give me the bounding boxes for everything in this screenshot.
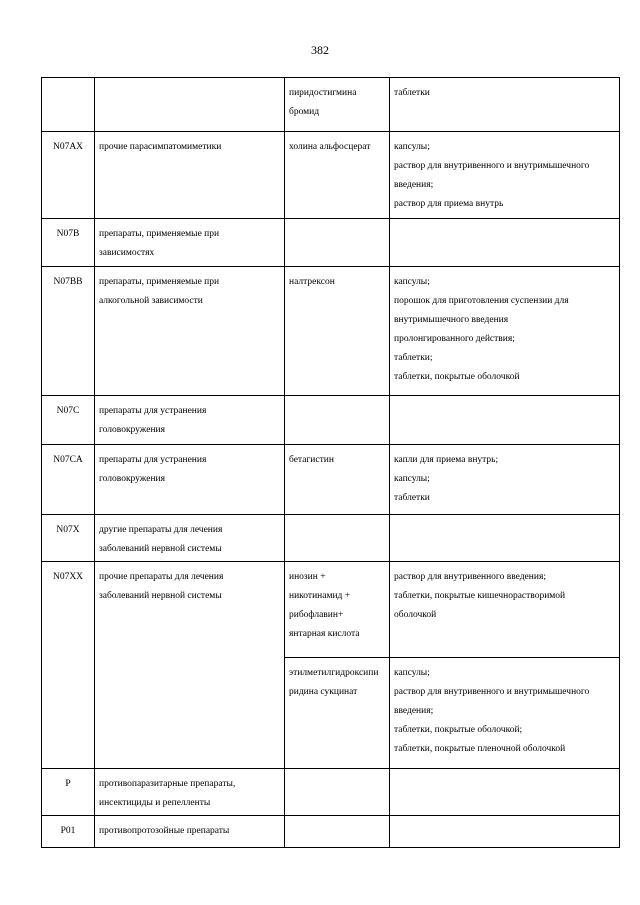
group-line: зависимостях xyxy=(99,248,155,258)
forms-cell xyxy=(390,78,620,132)
group-line: противопаразитарные препараты, xyxy=(99,779,236,789)
drug-cell xyxy=(285,658,390,769)
drug-line: пиридостигмина xyxy=(289,88,357,98)
form-line: порошок для приготовления суспензии для xyxy=(394,296,569,306)
form-line: оболочкой xyxy=(394,610,437,620)
atc-code-cell: P xyxy=(42,769,95,816)
drug-cell xyxy=(285,267,390,396)
group-cell xyxy=(95,445,285,515)
form-line: внутримышечного введения xyxy=(394,315,509,325)
forms-cell xyxy=(390,132,620,219)
group-line: заболеваний нервной системы xyxy=(99,544,222,554)
group-cell xyxy=(95,816,285,848)
atc-code-cell: N07X xyxy=(42,515,95,562)
form-line: капсулы; xyxy=(394,142,430,152)
atc-code-cell xyxy=(42,78,95,132)
drug-line: налтрексон xyxy=(289,277,335,287)
form-line: капсулы; xyxy=(394,474,430,484)
drug-line: бетагистин xyxy=(289,455,334,465)
group-line: препараты, применяемые при xyxy=(99,277,220,287)
group-cell xyxy=(95,769,285,816)
drug-cell xyxy=(285,816,390,848)
group-cell xyxy=(95,515,285,562)
forms-cell xyxy=(390,396,620,445)
table-row xyxy=(42,445,620,515)
table-row xyxy=(42,78,620,132)
form-line: таблетки xyxy=(394,493,430,503)
atc-code-cell: N07B xyxy=(42,219,95,267)
form-line: введения; xyxy=(394,706,434,716)
atc-code-cell: N07CA xyxy=(42,445,95,515)
forms-cell xyxy=(390,658,620,769)
form-line: таблетки, покрытые пленочной оболочкой xyxy=(394,744,566,754)
form-line: пролонгированного действия; xyxy=(394,334,515,344)
group-line: заболеваний нервной системы xyxy=(99,591,222,601)
form-line: капсулы; xyxy=(394,277,430,287)
table-row xyxy=(42,267,620,396)
drug-line: бромид xyxy=(289,107,320,117)
drug-line: янтарная кислота xyxy=(289,629,360,639)
atc-code-cell: P01 xyxy=(42,816,95,848)
group-line: препараты для устранения xyxy=(99,406,207,416)
group-line: противопротозойные препараты xyxy=(99,826,230,836)
atc-code-cell: N07C xyxy=(42,396,95,445)
group-cell xyxy=(95,396,285,445)
drug-cell xyxy=(285,562,390,658)
table-row xyxy=(42,219,620,267)
table-row xyxy=(42,816,620,848)
form-line: капли для приема внутрь; xyxy=(394,455,499,465)
form-line: раствор для внутривенного и внутримышечного xyxy=(394,687,590,697)
group-line: головокружения xyxy=(99,425,166,435)
form-line: таблетки xyxy=(394,88,430,98)
forms-cell xyxy=(390,562,620,658)
form-line: таблетки, покрытые кишечнорастворимой xyxy=(394,591,566,601)
forms-cell xyxy=(390,267,620,396)
table-row xyxy=(42,515,620,562)
table-row xyxy=(42,562,620,658)
drug-cell xyxy=(285,219,390,267)
forms-cell xyxy=(390,769,620,816)
form-line: раствор для внутривенного введения; xyxy=(394,572,546,582)
form-line: введения; xyxy=(394,180,434,190)
drug-line: этилметилгидроксипи xyxy=(289,668,379,678)
atc-code-cell: N07AX xyxy=(42,132,95,219)
forms-cell xyxy=(390,445,620,515)
atc-code-cell: N07XX xyxy=(42,562,95,769)
drug-cell xyxy=(285,132,390,219)
group-cell xyxy=(95,78,285,132)
table-row xyxy=(42,396,620,445)
form-line: таблетки, покрытые оболочкой; xyxy=(394,725,523,735)
drug-line: рибофлавин+ xyxy=(289,610,344,620)
group-line: другие препараты для лечения xyxy=(99,525,223,535)
group-cell xyxy=(95,132,285,219)
form-line: таблетки, покрытые оболочкой xyxy=(394,372,520,382)
drug-cell xyxy=(285,769,390,816)
group-line: алкогольной зависимости xyxy=(99,296,203,306)
form-line: капсулы; xyxy=(394,668,430,678)
group-line: препараты для устранения xyxy=(99,455,207,465)
forms-cell xyxy=(390,219,620,267)
table-row xyxy=(42,769,620,816)
group-line: препараты, применяемые при xyxy=(99,229,220,239)
group-line: инсектициды и репелленты xyxy=(99,798,211,808)
drug-cell xyxy=(285,445,390,515)
form-line: раствор для приема внутрь xyxy=(394,199,504,209)
drug-cell xyxy=(285,396,390,445)
drug-line: инозин + xyxy=(289,572,326,582)
group-line: прочие парасимпатомиметики xyxy=(99,142,222,152)
group-cell xyxy=(95,219,285,267)
forms-cell xyxy=(390,816,620,848)
group-cell xyxy=(95,267,285,396)
drug-line: ридина сукцинат xyxy=(289,687,358,697)
table-row xyxy=(42,132,620,219)
drug-cell xyxy=(285,515,390,562)
drug-cell xyxy=(285,78,390,132)
atc-code-cell: N07BB xyxy=(42,267,95,396)
form-line: таблетки; xyxy=(394,353,433,363)
group-cell xyxy=(95,562,285,769)
drug-table xyxy=(41,77,620,848)
drug-line: холина альфосцерат xyxy=(289,142,371,152)
form-line: раствор для внутривенного и внутримышечного xyxy=(394,161,590,171)
drug-line: никотинамид + xyxy=(289,591,351,601)
page-number: 382 xyxy=(311,43,329,57)
group-line: прочие препараты для лечения xyxy=(99,572,224,582)
group-line: головокружения xyxy=(99,474,166,484)
forms-cell xyxy=(390,515,620,562)
